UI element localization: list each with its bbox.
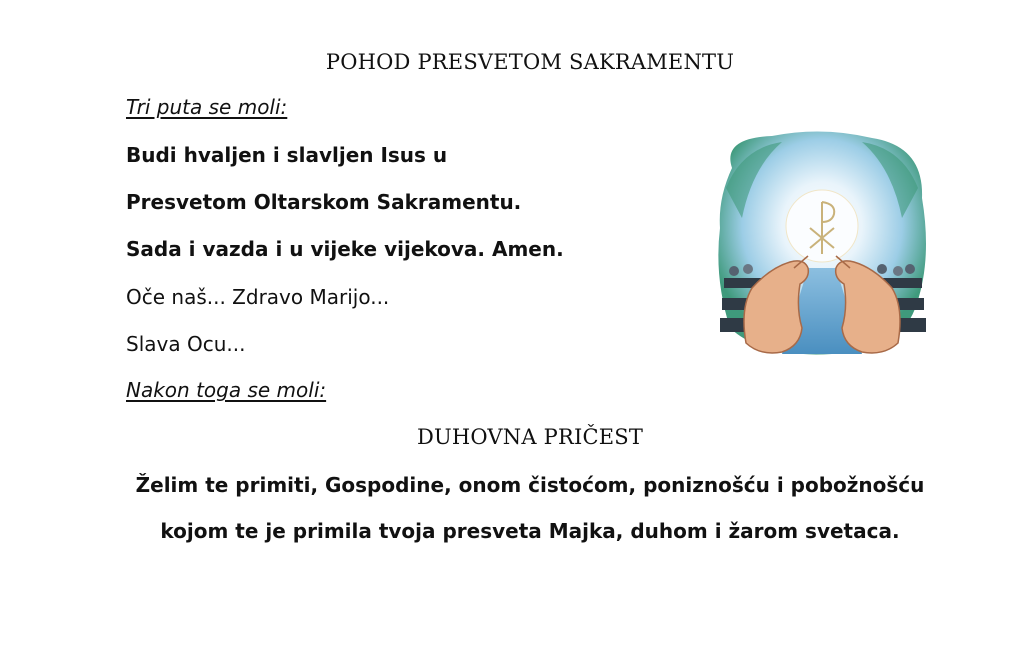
prayer-line-1: Budi hvaljen i slavljen Isus u <box>126 143 448 167</box>
prayer-line-2: Presvetom Oltarskom Sakramentu. <box>126 190 522 214</box>
intro-label: Tri puta se moli: <box>126 95 288 119</box>
eucharist-hands-illustration <box>712 128 932 360</box>
prayer-line-3: Sada i vazda i u vijeke vijekova. Amen. <box>126 237 564 261</box>
page-title: POHOD PRESVETOM SAKRAMENTU <box>325 50 735 74</box>
communion-line-1: Želim te primiti, Gospodine, onom čistoćom, poniznošću i pobožnošću <box>135 473 925 497</box>
regular-line-2: Slava Ocu... <box>126 332 246 356</box>
after-label: Nakon toga se moli: <box>126 378 327 402</box>
regular-line-1: Oče naš... Zdravo Marijo... <box>126 285 390 309</box>
communion-line-2: kojom te je primila tvoja presveta Majka, duhom i žarom svetaca. <box>160 519 900 543</box>
section-title: DUHOVNA PRIČEST <box>416 425 644 449</box>
